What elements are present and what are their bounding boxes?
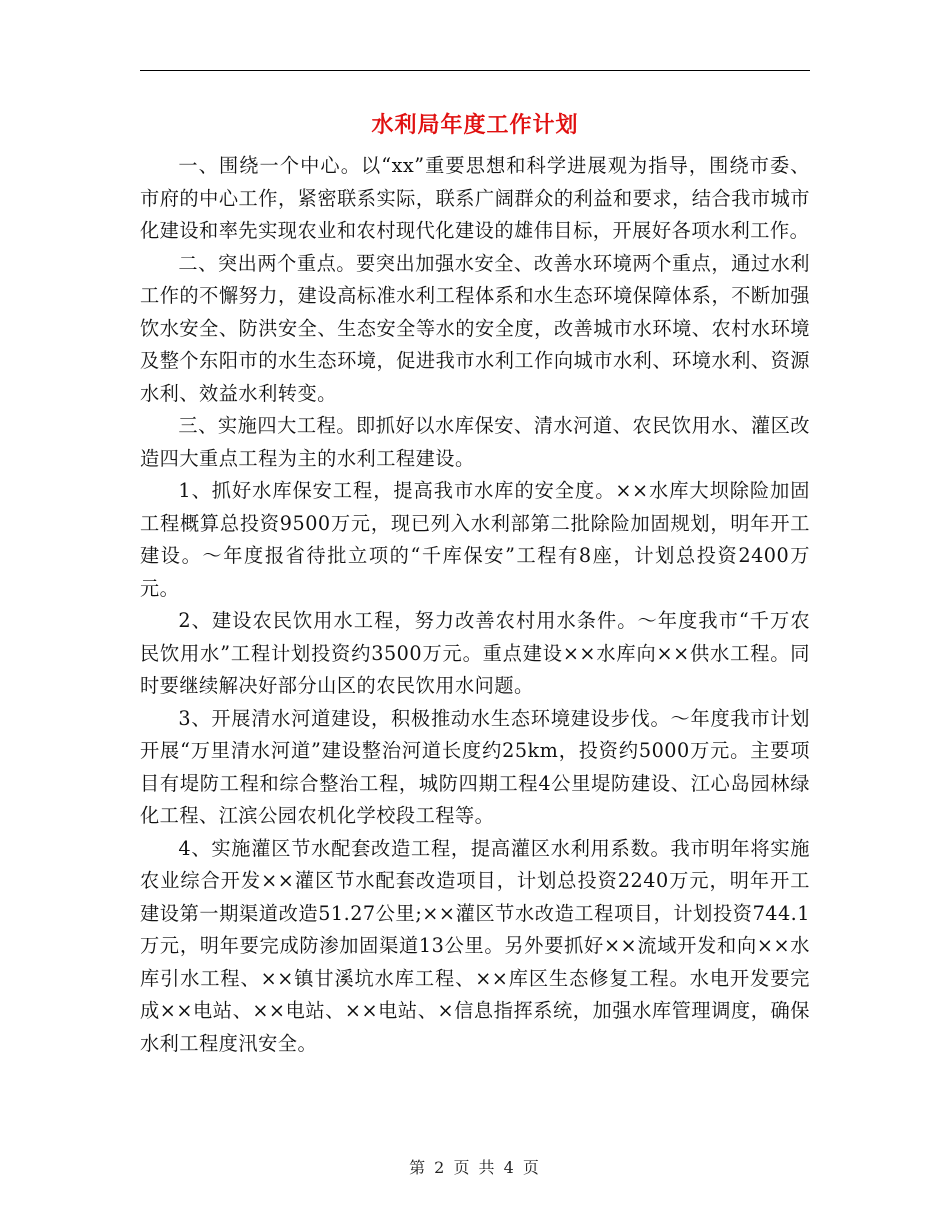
paragraph-two-priorities: 二、突出两个重点。要突出加强水安全、改善水环境两个重点，通过水利工作的不懈努力，建设高标准水利工程体系和水生态环境保障体系，不断加强饮水安全、防洪安全、生态安全等水的安全度，改善城市水环境、农村水环境及整个东阳市的水生态环境，促进我市水利工作向城市水利、环境水利、资源水利、效益水利转变。	[140, 251, 810, 405]
paragraph-reservoir-safety: 1、抓好水库保安工程，提高我市水库的安全度。××水库大坝除险加固工程概算总投资9500万元，现已列入水利部第二批除险加固规划，明年开工建设。～年度报省待批立项的“千库保安”工程有8座，计划总投资2400万元。	[140, 479, 810, 600]
page-number: 第 2 页 共 4 页	[409, 1158, 541, 1177]
paragraph-four-projects: 三、实施四大工程。即抓好以水库保安、清水河道、农民饮用水、灌区改造四大重点工程为主的水利工程建设。	[140, 414, 810, 470]
document-title: 水利局年度工作计划	[371, 112, 579, 138]
paragraph-drinking-water: 2、建设农民饮用水工程，努力改善农村用水条件。～年度我市“千万农民饮用水”工程计划投资约3500万元。重点建设××水库向××供水工程。同时要继续解决好部分山区的农民饮用水问题。	[140, 609, 810, 697]
paragraph-central-task: 一、围绕一个中心。以“xx”重要思想和科学进展观为指导，围绕市委、市府的中心工作，紧密联系实际，联系广阔群众的利益和要求，结合我市城市化建设和率先实现农业和农村现代化建设的雄伟目标，开展好各项水利工作。	[140, 154, 810, 242]
paragraph-clean-rivers: 3、开展清水河道建设，积极推动水生态环境建设步伐。～年度我市计划开展“万里清水河道”建设整治河道长度约25km，投资约5000万元。主要项目有堤防工程和综合整治工程，城防四期工程4公里堤防建设、江心岛园林绿化工程、江滨公园农机化学校段工程等。	[140, 706, 810, 827]
header-rule	[140, 70, 810, 71]
paragraph-irrigation-upgrade: 4、实施灌区节水配套改造工程，提高灌区水利用系数。我市明年将实施农业综合开发××灌区节水配套改造项目，计划总投资2240万元，明年开工建设第一期渠道改造51.27公里;××灌区节水改造工程项目，计划投资744.1万元，明年要完成防渗加固渠道13公里。另外要抓好××流域开发和向××水库引水工程、××镇甘溪坑水库工程、××库区生态修复工程。水电开发要完成××电站、××电站、××电站、×信息指挥系统，加强水库管理调度，确保水利工程度汛安全。	[140, 836, 810, 1055]
document-body	[140, 150, 810, 1060]
